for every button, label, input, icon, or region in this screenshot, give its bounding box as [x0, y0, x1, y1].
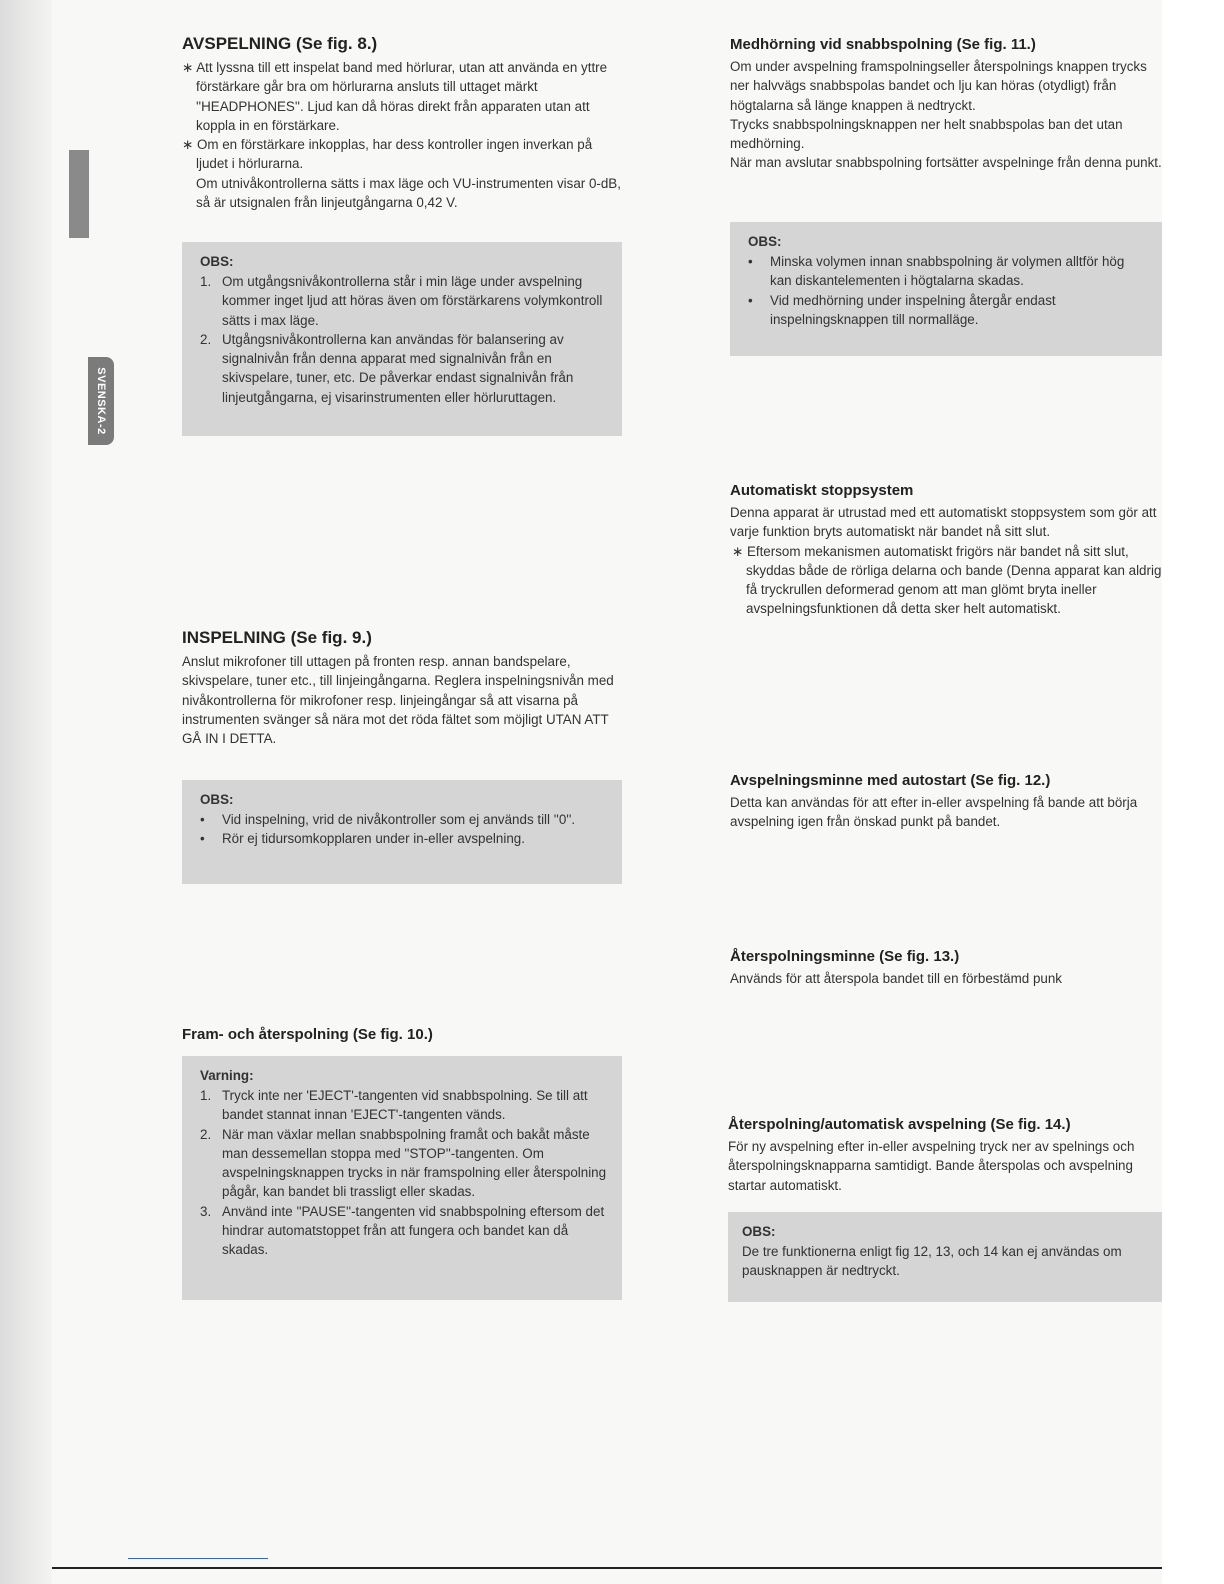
- inspelning-heading: INSPELNING (Se fig. 9.): [182, 628, 372, 647]
- obs-item: 1. Om utgångsnivåkontrollerna står i min läge under avspelning kommer inget ljud att höras även om förstärkarens volymkontroll sätts i max läge.: [200, 274, 603, 328]
- minne-heading: Avspelningsminne med autostart (Se fig. 12.): [730, 772, 1051, 789]
- medhorning-paragraph-3: När man avslutar snabbspolning fortsätter avspelninge från denna punkt.: [730, 155, 1162, 171]
- warning-title: Varning:: [200, 1068, 254, 1083]
- page-right-margin: [1162, 0, 1224, 1584]
- avspelning-paragraph-2: ∗ Om en förstärkare inkopplas, har dess kontroller ingen inverkan på ljudet i hörlurarna.: [182, 137, 593, 172]
- medhorning-heading: Medhörning vid snabbspolning (Se fig. 11.): [730, 36, 1036, 53]
- side-language-tab: [88, 357, 114, 445]
- section-aterspolningsminne: [730, 948, 1162, 988]
- obs-title: OBS:: [742, 1224, 776, 1239]
- section-inspelning: [182, 628, 622, 748]
- fram-warning-box: [182, 1056, 622, 1300]
- avspelning-heading: AVSPELNING (Se fig. 8.): [182, 34, 378, 53]
- autostop-paragraph-2: ∗ Eftersom mekanismen automatiskt frigörs när bandet nå sitt slut, skyddas både de rörliga delarna och bande (Denna apparat kan aldrig få tryckrullen deformerad genom att man glömt bryta ineller avspelningsfunktionen då detta sker helt automatiskt.: [732, 543, 1162, 617]
- section-fram-aterspolning: [182, 1026, 622, 1047]
- autostop-heading: Automatiskt stoppsystem: [730, 482, 914, 499]
- obs-title: OBS:: [748, 234, 782, 249]
- medhorning-paragraph-1: Om under avspelning framspolningseller återspolnings knappen trycks ner halvvägs snabbspolas bandet och lju kan höras (otydligt) från högtalarna så länge knappen ä nedtryckt.: [730, 59, 1147, 113]
- section-medhorning: [730, 36, 1162, 173]
- page-binding-shadow: [0, 0, 52, 1584]
- aterminne-paragraph: Används för att återspola bandet till en förbestämd punk: [730, 971, 1062, 986]
- obs-item: 2. Utgångsnivåkontrollerna kan användas för balansering av signalnivån från denna apparat med signalnivån från en skivspelare, tuner, etc. De påverkar endast signalnivån från linjeutgångarna, ej visarinstrumenten eller hörluruttagen.: [200, 331, 574, 405]
- obs-item: • Rör ej tidursomkopplaren under in-eller avspelning.: [200, 831, 525, 847]
- section-avspelning: [182, 34, 622, 212]
- minne-paragraph: Detta kan användas för att efter in-eller avspelning få bande att börja avspelning igen från önskad punkt på bandet.: [730, 795, 1138, 830]
- aterminne-heading: Återspolningsminne (Se fig. 13.): [730, 948, 960, 965]
- side-tab-label: SVENSKA-2: [95, 367, 107, 435]
- avspelning-paragraph-1: ∗ Att lyssna till ett inspelat band med hörlurar, utan att använda en yttre förstärkare går bra om hörlurarna ansluts till uttaget märkt ''HEADPHONES''. Ljud kan då höras direkt från apparaten utan att koppla in en förstärkare.: [182, 60, 608, 133]
- section-automatisk-avspelning: [728, 1116, 1162, 1195]
- obs-item: • Vid medhörning under inspelning återgår endast inspelningsknappen till normalläge.: [748, 292, 1056, 327]
- avspelning-obs-box: [182, 242, 622, 436]
- avspelning-paragraph-3: Om utnivåkontrollerna sätts i max läge och VU-instrumenten visar 0-dB, så är utsignalen från linjeutgångarna 0,42 V.: [196, 175, 621, 211]
- auto-avspelning-obs-box: [728, 1212, 1162, 1302]
- warning-item: 1. Tryck inte ner 'EJECT'-tangenten vid snabbspolning. Se till att bandet stannat innan 'EJECT'-tangenten vänds.: [200, 1088, 588, 1123]
- bottom-blue-mark: [128, 1558, 268, 1559]
- auto-avspelning-paragraph: För ny avspelning efter in-eller avspelning tryck ner av spelnings och återspolningsknapparna samtidigt. Bande återspolas och avspelning startar automatiskt.: [728, 1139, 1135, 1193]
- section-marker-bar: [69, 150, 89, 238]
- obs-title: OBS:: [200, 792, 234, 807]
- medhorning-obs-box: [730, 222, 1162, 356]
- obs-title: OBS:: [200, 254, 234, 269]
- warning-item: 3. Använd inte ''PAUSE''-tangenten vid snabbspolning eftersom det hindrar automatstoppet från att fungera och bandet kan då skadas.: [200, 1203, 605, 1258]
- auto-avspelning-heading: Återspolning/automatisk avspelning (Se fig. 14.): [728, 1116, 1071, 1133]
- section-autostop: [730, 482, 1162, 619]
- inspelning-obs-box: [182, 780, 622, 884]
- inspelning-paragraph: Anslut mikrofoner till uttagen på fronten resp. annan bandspelare, skivspelare, tuner etc., till linjeingångarna. Reglera inspelningsnivån med nivåkontrollerna för mikrofoner resp. linjeingångar så att visarna på instrumenten svänger så nära mot det röda fältet som möjligt UTAN ATT GÅ IN I DETTA.: [182, 654, 614, 747]
- obs-item: • Minska volymen innan snabbspolning är volymen alltför hög kan diskantelementen i högtalarna skadas.: [748, 254, 1125, 289]
- autostop-paragraph-1: Denna apparat är utrustad med ett automatiskt stoppsystem som gör att varje funktion bryts automatiskt när bandet nå sitt slut.: [730, 505, 1157, 540]
- medhorning-paragraph-2: Trycks snabbspolningsknappen ner helt snabbspolas ban det utan medhörning.: [730, 116, 1123, 152]
- fram-heading: Fram- och återspolning (Se fig. 10.): [182, 1026, 433, 1043]
- obs-item: • Vid inspelning, vrid de nivåkontroller som ej används till ''0''.: [200, 812, 576, 827]
- bottom-edge-line: [52, 1567, 1162, 1569]
- section-avspelningsminne: [730, 772, 1162, 832]
- obs-text: De tre funktionerna enligt fig 12, 13, och 14 kan ej användas om pausknappen är nedtryckt.: [742, 1244, 1122, 1279]
- warning-item: 2. När man växlar mellan snabbspolning framåt och bakåt måste man dessemellan stoppa med ''STOP''-tangenten. Om avspelningsknappen trycks in när framspolning eller återspolning pågår, kan bandet bli trassligt eller skadas.: [200, 1126, 607, 1200]
